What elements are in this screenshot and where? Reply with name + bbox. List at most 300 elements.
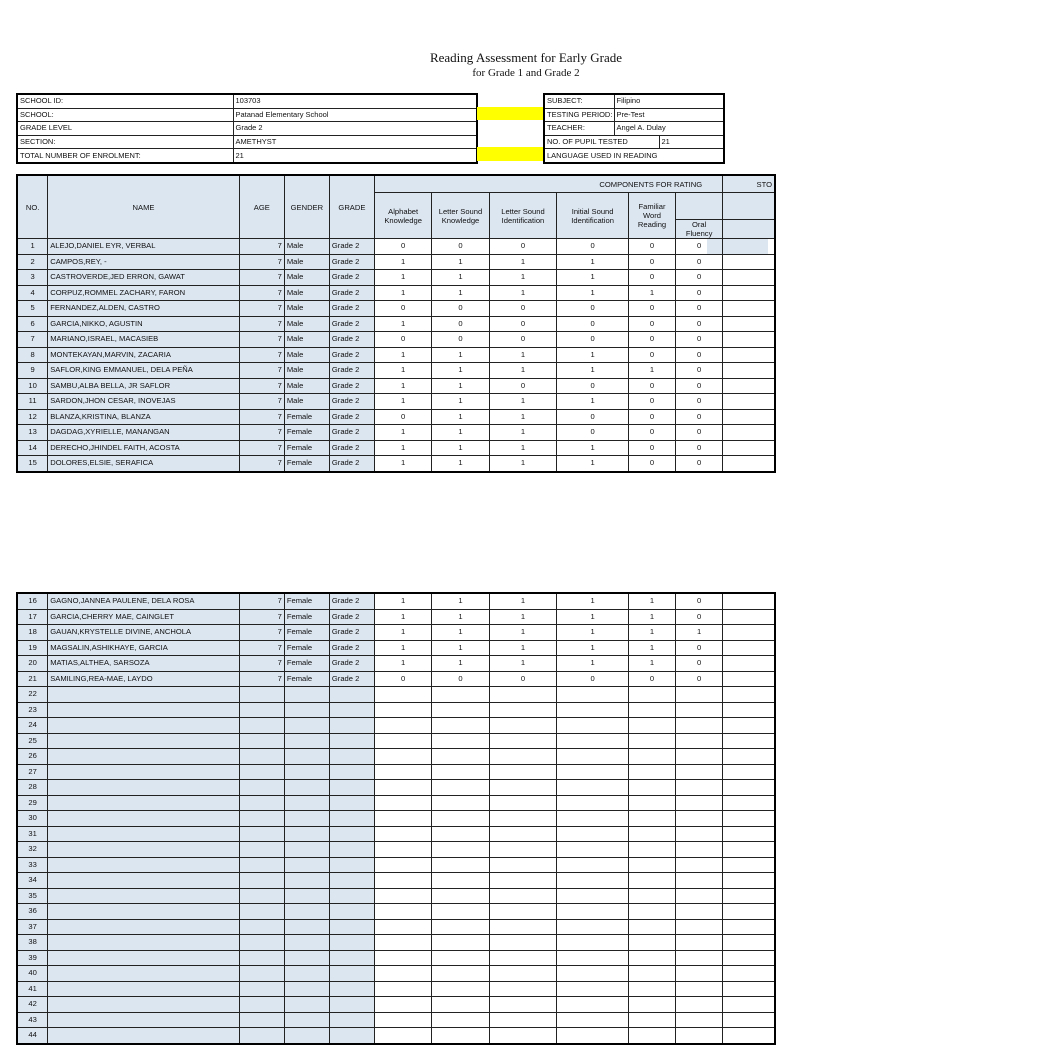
- cell-score: [374, 718, 431, 734]
- cell-score: 0: [374, 671, 431, 687]
- cell-gender: [284, 1012, 329, 1028]
- info-value: 21: [233, 149, 477, 163]
- cell-score: 1: [628, 363, 675, 379]
- cell-score: [723, 718, 775, 734]
- cell-score: [489, 1028, 557, 1044]
- cell-score: [489, 904, 557, 920]
- cell-no: 21: [17, 671, 48, 687]
- table-row: [17, 857, 775, 873]
- cell-grade: [329, 888, 374, 904]
- cell-gender: Male: [284, 394, 329, 410]
- cell-score: [628, 733, 675, 749]
- cell-score: [374, 950, 431, 966]
- cell-empty: [723, 625, 775, 641]
- table-row: [17, 950, 775, 966]
- cell-score: 1: [489, 425, 557, 441]
- cell-score: 0: [557, 378, 629, 394]
- yellow-cell: [477, 147, 543, 161]
- cell-grade: Grade 2: [329, 347, 374, 363]
- cell-name: SAFLOR,KING EMMANUEL, DELA PEÑA: [48, 363, 240, 379]
- cell-score: [489, 795, 557, 811]
- cell-score: [676, 997, 723, 1013]
- highlight-cells: [477, 93, 543, 161]
- cell-score: [432, 904, 489, 920]
- cell-no: 13: [17, 425, 48, 441]
- cell-score: 1: [557, 363, 629, 379]
- table-row: [17, 332, 775, 348]
- cell-score: 0: [557, 301, 629, 317]
- info-row: [17, 108, 477, 122]
- cell-name: BLANZA,KRISTINA, BLANZA: [48, 409, 240, 425]
- cell-grade: [329, 997, 374, 1013]
- table-row: [17, 764, 775, 780]
- col-header-age: AGE: [239, 175, 284, 239]
- cell-name: FERNANDEZ,ALDEN, CASTRO: [48, 301, 240, 317]
- cell-score: [628, 764, 675, 780]
- cell-score: [676, 780, 723, 796]
- cell-gender: Male: [284, 285, 329, 301]
- cell-no: 23: [17, 702, 48, 718]
- table-row: [17, 285, 775, 301]
- col-header-alphabet: Alphabet Knowledge: [374, 193, 431, 239]
- col-header-initial-sound: Initial Sound Identification: [557, 193, 629, 239]
- cell-score: [432, 1028, 489, 1044]
- cell-empty: [723, 440, 775, 456]
- cell-no: 1: [17, 239, 48, 255]
- cell-score: 1: [557, 440, 629, 456]
- cell-no: 43: [17, 1012, 48, 1028]
- cell-score: 1: [432, 285, 489, 301]
- cell-score: 0: [628, 270, 675, 286]
- cell-no: 30: [17, 811, 48, 827]
- cell-score: [432, 966, 489, 982]
- cell-score: [432, 826, 489, 842]
- cell-score: [557, 687, 629, 703]
- cell-score: 0: [628, 332, 675, 348]
- cell-score: [432, 950, 489, 966]
- table-row: [17, 919, 775, 935]
- cell-score: 0: [676, 671, 723, 687]
- cell-score: [628, 1028, 675, 1044]
- info-value: 21: [659, 135, 724, 149]
- cell-score: [676, 950, 723, 966]
- cell-grade: [329, 826, 374, 842]
- table-row: [17, 239, 775, 255]
- cell-grade: [329, 811, 374, 827]
- info-row: [17, 94, 477, 108]
- cell-score: [676, 826, 723, 842]
- test-info-table: [543, 93, 725, 164]
- cell-score: [676, 749, 723, 765]
- table-row: [17, 1028, 775, 1044]
- info-label: SUBJECT:: [544, 94, 614, 108]
- cell-name: [48, 780, 240, 796]
- cell-score: [628, 981, 675, 997]
- cell-gender: Male: [284, 270, 329, 286]
- cell-score: 0: [374, 239, 431, 255]
- cell-gender: [284, 919, 329, 935]
- cell-score: [489, 1012, 557, 1028]
- cell-score: [374, 981, 431, 997]
- cell-gender: Male: [284, 363, 329, 379]
- cell-score: 0: [676, 254, 723, 270]
- cell-score: [489, 981, 557, 997]
- cell-score: [432, 873, 489, 889]
- cell-grade: Grade 2: [329, 656, 374, 672]
- cell-name: MAGSALIN,ASHIKHAYE, GARCIA: [48, 640, 240, 656]
- cell-score: 0: [557, 239, 629, 255]
- cell-score: 1: [489, 363, 557, 379]
- report-title: Reading Assessment for Early Grade: [429, 50, 623, 65]
- cell-score: [432, 935, 489, 951]
- table-row: [17, 593, 775, 609]
- info-label: SCHOOL:: [17, 108, 233, 122]
- cell-empty: [723, 394, 775, 410]
- cell-score: [432, 842, 489, 858]
- table-row: [17, 780, 775, 796]
- cell-score: 1: [489, 656, 557, 672]
- cell-no: 26: [17, 749, 48, 765]
- cell-empty: [723, 378, 775, 394]
- cell-age: [239, 935, 284, 951]
- table-row: [17, 254, 775, 270]
- cell-age: [239, 966, 284, 982]
- cell-name: [48, 888, 240, 904]
- school-info-table: [16, 93, 478, 164]
- table-row: [17, 1012, 775, 1028]
- info-row: [544, 149, 724, 163]
- cell-score: [723, 888, 775, 904]
- info-label: NO. OF PUPIL TESTED: [544, 135, 659, 149]
- cell-score: 1: [432, 347, 489, 363]
- cell-no: 19: [17, 640, 48, 656]
- cell-gender: [284, 764, 329, 780]
- cell-score: 1: [557, 656, 629, 672]
- cell-no: 25: [17, 733, 48, 749]
- cell-score: 1: [432, 254, 489, 270]
- cell-score: [557, 764, 629, 780]
- cell-grade: Grade 2: [329, 440, 374, 456]
- cell-score: 1: [374, 456, 431, 472]
- cell-score: 0: [676, 425, 723, 441]
- cell-score: [628, 997, 675, 1013]
- cell-name: MATIAS,ALTHEA, SARSOZA: [48, 656, 240, 672]
- cell-score: [676, 733, 723, 749]
- cell-score: [489, 873, 557, 889]
- cell-no: 42: [17, 997, 48, 1013]
- col-header-familiar-word: Familiar Word Reading: [628, 193, 675, 239]
- cell-gender: Male: [284, 347, 329, 363]
- cell-score: [628, 919, 675, 935]
- cell-gender: [284, 950, 329, 966]
- cell-grade: [329, 904, 374, 920]
- cell-score: [723, 842, 775, 858]
- cell-score: [723, 764, 775, 780]
- cell-no: 2: [17, 254, 48, 270]
- cell-empty: [723, 316, 775, 332]
- cell-score: 1: [374, 640, 431, 656]
- cell-score: 0: [489, 671, 557, 687]
- cell-gender: [284, 780, 329, 796]
- cell-grade: Grade 2: [329, 363, 374, 379]
- cell-score: 1: [432, 363, 489, 379]
- cell-name: [48, 857, 240, 873]
- cell-grade: Grade 2: [329, 671, 374, 687]
- cell-score: 0: [676, 378, 723, 394]
- info-value: 103703: [233, 94, 477, 108]
- cell-age: 7: [239, 425, 284, 441]
- cell-score: [557, 1012, 629, 1028]
- cell-score: [676, 919, 723, 935]
- cell-no: 34: [17, 873, 48, 889]
- cell-age: [239, 857, 284, 873]
- cell-age: [239, 981, 284, 997]
- cell-score: 1: [374, 394, 431, 410]
- info-value: AMETHYST: [233, 135, 477, 149]
- cell-score: [374, 904, 431, 920]
- cell-age: 7: [239, 254, 284, 270]
- cell-score: [374, 997, 431, 1013]
- cell-score: [489, 811, 557, 827]
- components-header: COMPONENTS FOR RATING: [374, 175, 722, 193]
- cell-name: [48, 981, 240, 997]
- cell-no: 5: [17, 301, 48, 317]
- table-row: [17, 888, 775, 904]
- cell-score: [374, 888, 431, 904]
- cell-age: [239, 811, 284, 827]
- cell-no: 27: [17, 764, 48, 780]
- cell-score: [628, 950, 675, 966]
- table-row: [17, 347, 775, 363]
- cell-score: [432, 718, 489, 734]
- table-row: [17, 270, 775, 286]
- cell-no: 39: [17, 950, 48, 966]
- cell-score: [374, 764, 431, 780]
- cell-score: 0: [374, 332, 431, 348]
- cell-grade: [329, 950, 374, 966]
- cell-grade: Grade 2: [329, 239, 374, 255]
- cell-score: 0: [432, 301, 489, 317]
- cell-name: CAMPOS,REY, -: [48, 254, 240, 270]
- cell-grade: [329, 764, 374, 780]
- cell-score: [557, 702, 629, 718]
- table-row: [17, 671, 775, 687]
- cell-gender: Female: [284, 425, 329, 441]
- cell-score: [374, 826, 431, 842]
- cell-score: 1: [489, 409, 557, 425]
- cell-score: 1: [489, 440, 557, 456]
- cell-score: [489, 842, 557, 858]
- cell-score: [723, 935, 775, 951]
- cell-score: 1: [374, 347, 431, 363]
- cell-score: [557, 888, 629, 904]
- cell-no: 17: [17, 609, 48, 625]
- cell-grade: [329, 857, 374, 873]
- cell-score: 1: [557, 270, 629, 286]
- cell-score: [676, 702, 723, 718]
- table-row: [17, 749, 775, 765]
- cell-score: [489, 764, 557, 780]
- cell-score: [676, 966, 723, 982]
- cell-score: [628, 718, 675, 734]
- cell-score: 0: [676, 239, 723, 255]
- cell-score: 1: [374, 425, 431, 441]
- cell-age: [239, 997, 284, 1013]
- cell-gender: Male: [284, 378, 329, 394]
- table-row: [17, 842, 775, 858]
- cell-no: 22: [17, 687, 48, 703]
- cell-name: ALEJO,DANIEL EYR, VERBAL: [48, 239, 240, 255]
- table-row: [17, 733, 775, 749]
- info-label: TESTING PERIOD:: [544, 108, 614, 122]
- cell-score: [676, 1028, 723, 1044]
- cell-age: 7: [239, 625, 284, 641]
- cell-no: 15: [17, 456, 48, 472]
- info-value: Grade 2: [233, 122, 477, 136]
- cell-score: [489, 780, 557, 796]
- cell-score: 1: [489, 625, 557, 641]
- col-header-letter-sound-knowledge: Letter Sound Knowledge: [432, 193, 489, 239]
- info-row: [544, 135, 724, 149]
- cell-score: 0: [628, 239, 675, 255]
- cell-score: [676, 981, 723, 997]
- cell-score: [489, 749, 557, 765]
- cell-no: 40: [17, 966, 48, 982]
- cell-score: [489, 997, 557, 1013]
- cell-score: [557, 935, 629, 951]
- cell-score: [374, 733, 431, 749]
- cell-score: [676, 873, 723, 889]
- table-row: [17, 316, 775, 332]
- cell-score: [374, 935, 431, 951]
- cell-age: 7: [239, 316, 284, 332]
- cell-score: [557, 733, 629, 749]
- cell-grade: Grade 2: [329, 270, 374, 286]
- cell-grade: [329, 842, 374, 858]
- cell-age: 7: [239, 593, 284, 609]
- cell-grade: [329, 935, 374, 951]
- cell-score: [557, 857, 629, 873]
- cell-score: [489, 826, 557, 842]
- report-subtitle: for Grade 1 and Grade 2: [472, 67, 580, 79]
- cell-age: 7: [239, 363, 284, 379]
- cell-age: [239, 749, 284, 765]
- cell-score: 0: [628, 316, 675, 332]
- cell-score: 1: [557, 609, 629, 625]
- cell-score: [432, 764, 489, 780]
- cell-score: [723, 1028, 775, 1044]
- table-row: [17, 609, 775, 625]
- cell-score: [723, 857, 775, 873]
- col-header-letter-sound-identification: Letter Sound Identification: [489, 193, 557, 239]
- cell-score: 1: [374, 254, 431, 270]
- cell-age: 7: [239, 671, 284, 687]
- cell-score: 0: [676, 593, 723, 609]
- cell-gender: Female: [284, 656, 329, 672]
- table-row: [17, 409, 775, 425]
- cell-gender: [284, 873, 329, 889]
- cell-score: [723, 687, 775, 703]
- cell-score: [489, 950, 557, 966]
- cell-no: 8: [17, 347, 48, 363]
- cell-score: 0: [489, 316, 557, 332]
- cell-empty: [723, 363, 775, 379]
- cell-grade: [329, 795, 374, 811]
- cell-score: 0: [432, 316, 489, 332]
- cell-age: 7: [239, 285, 284, 301]
- cell-no: 33: [17, 857, 48, 873]
- cell-score: 0: [676, 656, 723, 672]
- students-table-page1: [16, 174, 776, 473]
- cell-score: 1: [432, 409, 489, 425]
- cell-grade: [329, 718, 374, 734]
- cell-score: [676, 718, 723, 734]
- cell-score: 1: [489, 640, 557, 656]
- cell-score: 1: [432, 425, 489, 441]
- cell-name: [48, 826, 240, 842]
- col-header-grade: GRADE: [329, 175, 374, 239]
- cell-gender: [284, 997, 329, 1013]
- cell-score: [432, 749, 489, 765]
- cell-score: [432, 733, 489, 749]
- cell-score: 1: [374, 316, 431, 332]
- cell-gender: [284, 826, 329, 842]
- cell-age: [239, 764, 284, 780]
- cell-score: [628, 904, 675, 920]
- cell-name: [48, 687, 240, 703]
- cell-score: 0: [432, 239, 489, 255]
- cell-grade: Grade 2: [329, 285, 374, 301]
- cell-gender: [284, 795, 329, 811]
- cell-grade: [329, 733, 374, 749]
- table-row: [17, 363, 775, 379]
- students-table-page2: [16, 592, 776, 1045]
- table-row: [17, 456, 775, 472]
- cell-score: [374, 1012, 431, 1028]
- cell-name: SARDON,JHON CESAR, INOVEJAS: [48, 394, 240, 410]
- cell-no: 38: [17, 935, 48, 951]
- cell-name: GARCIA,CHERRY MAE, CAINGLET: [48, 609, 240, 625]
- cell-grade: [329, 981, 374, 997]
- cell-score: 0: [628, 301, 675, 317]
- cell-gender: [284, 811, 329, 827]
- cell-grade: [329, 1028, 374, 1044]
- cell-score: 0: [374, 409, 431, 425]
- cell-age: [239, 950, 284, 966]
- cell-score: 1: [432, 656, 489, 672]
- info-row: [544, 108, 724, 122]
- cell-score: 1: [432, 593, 489, 609]
- cell-score: [557, 981, 629, 997]
- info-label: TEACHER:: [544, 122, 614, 136]
- cell-score: [489, 888, 557, 904]
- cell-gender: Female: [284, 440, 329, 456]
- cell-age: [239, 733, 284, 749]
- cell-no: 12: [17, 409, 48, 425]
- cell-no: 11: [17, 394, 48, 410]
- cell-score: [432, 811, 489, 827]
- cell-no: 6: [17, 316, 48, 332]
- cell-score: 0: [489, 301, 557, 317]
- cell-score: [557, 780, 629, 796]
- cell-grade: Grade 2: [329, 640, 374, 656]
- cell-age: 7: [239, 656, 284, 672]
- cell-gender: Male: [284, 316, 329, 332]
- cell-name: [48, 718, 240, 734]
- cell-score: 0: [676, 347, 723, 363]
- cell-name: [48, 1012, 240, 1028]
- cell-age: [239, 795, 284, 811]
